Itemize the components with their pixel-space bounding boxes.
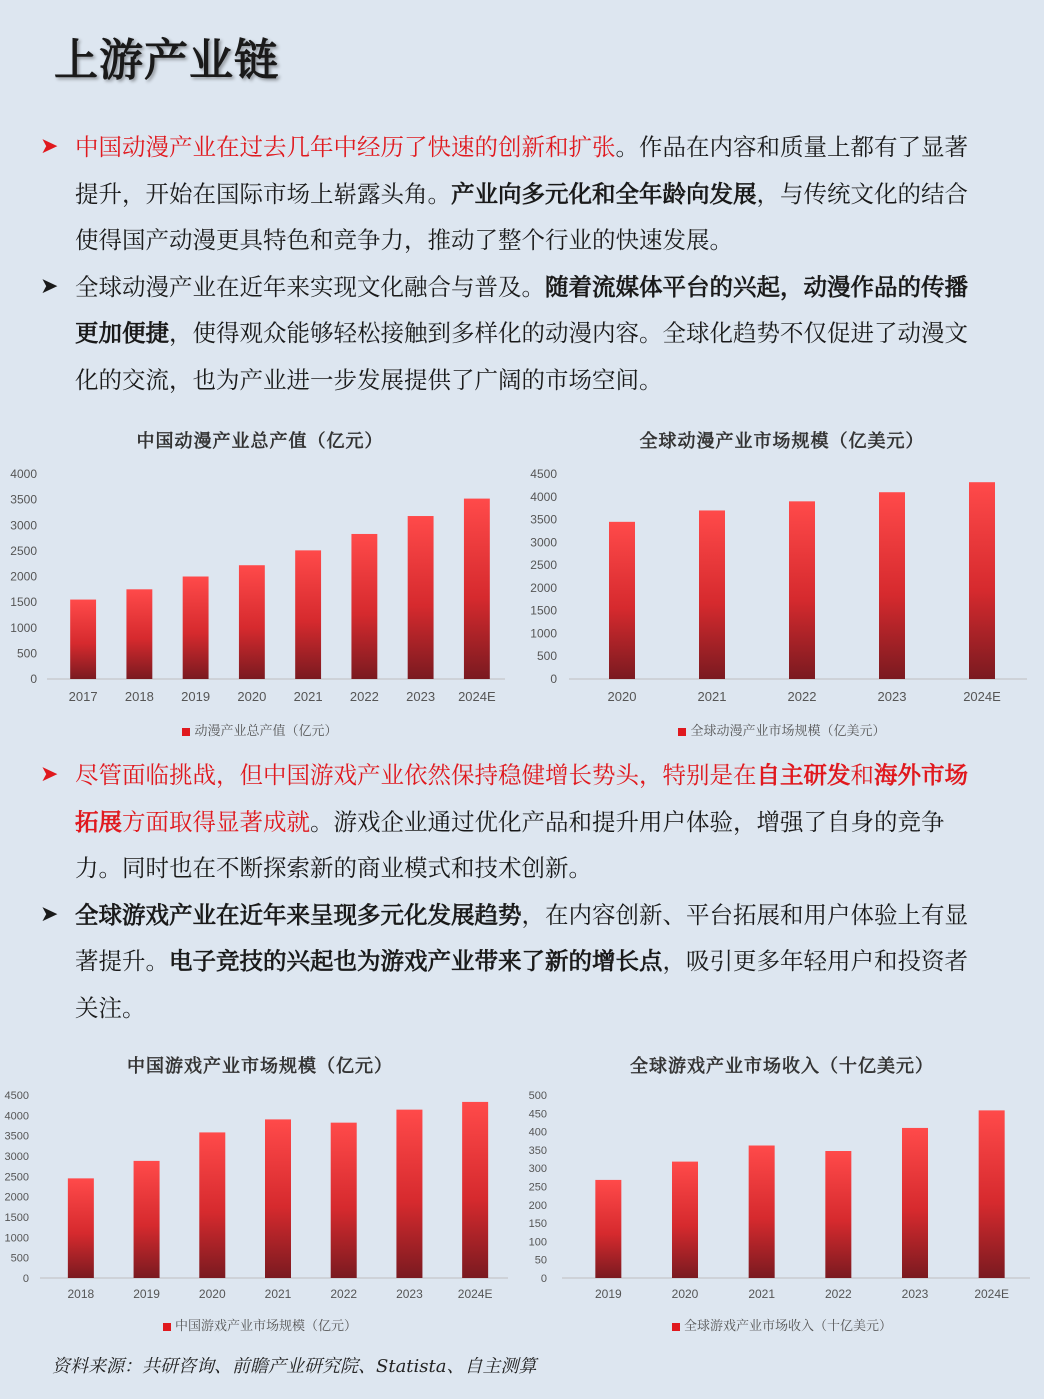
legend-swatch-icon	[672, 1323, 680, 1331]
bar	[199, 1132, 225, 1278]
y-tick-label: 100	[528, 1236, 547, 1249]
bar	[979, 1110, 1005, 1278]
x-tick-label: 2021	[264, 1287, 292, 1301]
chart-title: 全球游戏产业市场收入（十亿美元）	[630, 1056, 934, 1077]
x-tick-label: 2019	[133, 1287, 160, 1301]
chart-plot	[522, 420, 1042, 750]
chart-legend	[522, 720, 1042, 739]
y-tick-label: 4000	[530, 489, 557, 504]
bar	[902, 1128, 928, 1278]
arrow-bullet-icon: ➤	[40, 273, 59, 299]
x-tick-label: 2017	[68, 689, 98, 704]
text-segment: 。游戏企业通过优化产品和提升用户体验，增强了自身的竞争力。同时也在不断探索新的商业模式和技术创新。	[75, 807, 945, 882]
text-segment: ，使得观众能够轻松接触到多样化的动漫内容。全球化趋势不仅促进了动漫文化的交流，也为产业进一步发展提供了广阔的市场空间。	[75, 319, 968, 394]
bullet-item	[40, 892, 985, 1032]
bar	[789, 501, 815, 679]
y-tick-label: 0	[22, 1273, 29, 1285]
legend-label: 全球动漫产业市场规模（亿美元）	[690, 724, 886, 739]
y-tick-label: 50	[534, 1254, 547, 1267]
chart-legend	[0, 720, 520, 739]
bar	[331, 1123, 357, 1278]
y-tick-label: 2500	[4, 1171, 29, 1184]
bar	[396, 1110, 422, 1278]
bar	[134, 1161, 160, 1278]
text-segment: 随着流媒体平台的兴起，动漫作品的传播更加便捷	[75, 272, 968, 347]
text-segment: 和	[850, 761, 874, 789]
text-segment: ，与传统文化的结合使得国产动漫更具特色和竞争力，推动了整个行业的快速发展。	[75, 179, 968, 254]
y-tick-label: 300	[528, 1163, 547, 1176]
bar	[265, 1119, 291, 1278]
y-tick-label: 2500	[530, 558, 557, 573]
chart-title: 全球动漫产业市场规模（亿美元）	[639, 431, 925, 452]
text-segment: 全球动漫产业在近年来实现文化融合与普及。	[75, 272, 545, 301]
bar	[672, 1162, 698, 1278]
bar	[183, 577, 209, 680]
x-tick-label: 2018	[67, 1287, 95, 1301]
bar	[239, 565, 265, 679]
x-tick-label: 2023	[396, 1287, 423, 1301]
y-tick-label: 3000	[10, 518, 37, 533]
bar	[699, 510, 725, 679]
y-tick-label: 2000	[530, 580, 557, 595]
y-tick-label: 0	[550, 672, 557, 686]
bullet-list-games	[40, 752, 985, 1031]
x-tick-label: 2021	[293, 689, 323, 704]
x-tick-label: 2020	[671, 1287, 699, 1301]
y-tick-label: 4500	[530, 467, 557, 481]
chart-legend	[0, 1315, 520, 1334]
text-segment: 中国动漫产业在过去几年中经历了快速的创新和扩张	[75, 133, 616, 161]
page-title: 上游产业链	[54, 35, 279, 86]
y-tick-label: 500	[10, 1252, 29, 1265]
legend-label: 动漫产业总产值（亿元）	[194, 724, 338, 739]
y-tick-label: 1000	[4, 1232, 29, 1245]
y-tick-label: 3500	[530, 512, 557, 527]
y-tick-label: 1500	[530, 603, 557, 618]
x-tick-label: 2022	[330, 1287, 358, 1301]
y-tick-label: 400	[528, 1126, 547, 1139]
x-tick-label: 2020	[198, 1287, 226, 1301]
x-tick-label: 2020	[607, 689, 637, 704]
bar	[879, 492, 905, 679]
text-segment: ，吸引更多年轻用户和投资者关注。	[75, 947, 968, 1022]
y-tick-label: 1000	[530, 626, 557, 641]
text-segment: ，在内容创新、平台拓展和用户体验上有显著提升。	[75, 900, 968, 975]
bar	[969, 482, 995, 679]
x-tick-label: 2021	[697, 689, 727, 704]
chart-global-animation-market	[522, 420, 1042, 750]
bullet-item	[40, 752, 985, 892]
y-tick-label: 500	[16, 646, 37, 661]
y-tick-label: 4500	[4, 1090, 29, 1102]
x-tick-label: 2019	[594, 1287, 622, 1301]
y-tick-label: 1500	[4, 1212, 29, 1224]
y-tick-label: 2000	[10, 569, 37, 584]
y-tick-label: 1000	[10, 620, 37, 635]
y-tick-label: 3000	[4, 1151, 29, 1163]
y-tick-label: 2000	[4, 1191, 29, 1204]
y-tick-label: 1500	[10, 595, 37, 610]
x-tick-label: 2024E	[963, 689, 1001, 704]
text-segment: 方面取得显著成就	[122, 807, 310, 836]
x-tick-label: 2022	[349, 689, 379, 704]
bullet-item	[40, 124, 985, 264]
bullet-item	[40, 264, 985, 404]
bar	[351, 534, 377, 679]
x-tick-label: 2021	[748, 1287, 776, 1301]
y-tick-label: 250	[528, 1181, 547, 1194]
text-segment: 。作品在内容和质量上都有了显著提升，开始在国际市场上崭露头角。	[75, 133, 968, 208]
text-segment: 海外市场拓展	[75, 761, 968, 836]
y-tick-label: 4000	[10, 467, 37, 481]
y-tick-label: 500	[536, 649, 557, 664]
y-tick-label: 350	[528, 1144, 547, 1157]
y-tick-label: 3500	[4, 1130, 29, 1143]
x-tick-label: 2020	[237, 689, 267, 704]
legend-swatch-icon	[163, 1323, 171, 1331]
arrow-bullet-icon: ➤	[40, 901, 59, 927]
y-tick-label: 150	[528, 1218, 547, 1231]
source-note: 资料来源：共研咨询、前瞻产业研究院、Statista、自主测算	[52, 1356, 537, 1377]
text-segment: 产业向多元化和全年龄向发展	[451, 179, 757, 208]
chart-legend	[522, 1315, 1042, 1334]
x-tick-label: 2024E	[458, 689, 496, 704]
legend-label: 中国游戏产业市场规模（亿元）	[174, 1319, 357, 1334]
bar	[825, 1151, 851, 1278]
y-tick-label: 2500	[10, 543, 37, 558]
text-segment: 尽管面临挑战，但中国游戏产业依然保持稳健增长势头，特别是在	[75, 761, 757, 789]
chart-title: 中国动漫产业总产值（亿元）	[136, 431, 384, 452]
x-tick-label: 2023	[877, 689, 907, 704]
y-tick-label: 4000	[4, 1110, 29, 1123]
bar	[595, 1180, 621, 1278]
bar	[70, 600, 96, 679]
text-segment: 自主研发	[756, 761, 851, 789]
y-tick-label: 500	[528, 1090, 547, 1102]
bar	[749, 1146, 775, 1278]
x-tick-label: 2023	[901, 1287, 929, 1301]
y-tick-label: 450	[528, 1108, 547, 1121]
y-tick-label: 200	[528, 1199, 547, 1212]
legend-label: 全球游戏产业市场收入（十亿美元）	[683, 1319, 892, 1334]
arrow-bullet-icon: ➤	[40, 134, 59, 159]
y-tick-label: 3500	[10, 492, 37, 507]
bar	[609, 522, 635, 679]
chart-global-game-revenue	[522, 1045, 1042, 1375]
y-tick-label: 0	[540, 1273, 547, 1285]
chart-plot	[0, 420, 520, 750]
chart-china-game-market	[0, 1045, 520, 1375]
text-segment: 全球游戏产业在近年来呈现多元化发展趋势	[75, 900, 522, 929]
x-tick-label: 2024E	[457, 1287, 493, 1301]
chart-china-animation-output	[0, 420, 520, 750]
legend-swatch-icon	[182, 728, 190, 736]
chart-title: 中国游戏产业市场规模（亿元）	[127, 1056, 393, 1077]
x-tick-label: 2018	[124, 689, 154, 704]
bar	[464, 499, 490, 679]
legend-swatch-icon	[678, 728, 686, 736]
bullet-list-animation	[40, 124, 985, 403]
x-tick-label: 2022	[787, 689, 817, 704]
bar	[295, 550, 321, 679]
x-tick-label: 2019	[181, 689, 211, 704]
bar	[68, 1178, 94, 1278]
bar	[462, 1102, 488, 1278]
bar	[408, 516, 434, 679]
x-tick-label: 2022	[824, 1287, 852, 1301]
bar	[126, 589, 152, 679]
y-tick-label: 3000	[530, 535, 557, 550]
x-tick-label: 2024E	[974, 1287, 1010, 1301]
arrow-bullet-icon: ➤	[40, 762, 59, 787]
y-tick-label: 0	[30, 672, 37, 686]
text-segment: 电子竞技的兴起也为游戏产业带来了新的增长点	[169, 947, 663, 975]
x-tick-label: 2023	[406, 689, 436, 704]
